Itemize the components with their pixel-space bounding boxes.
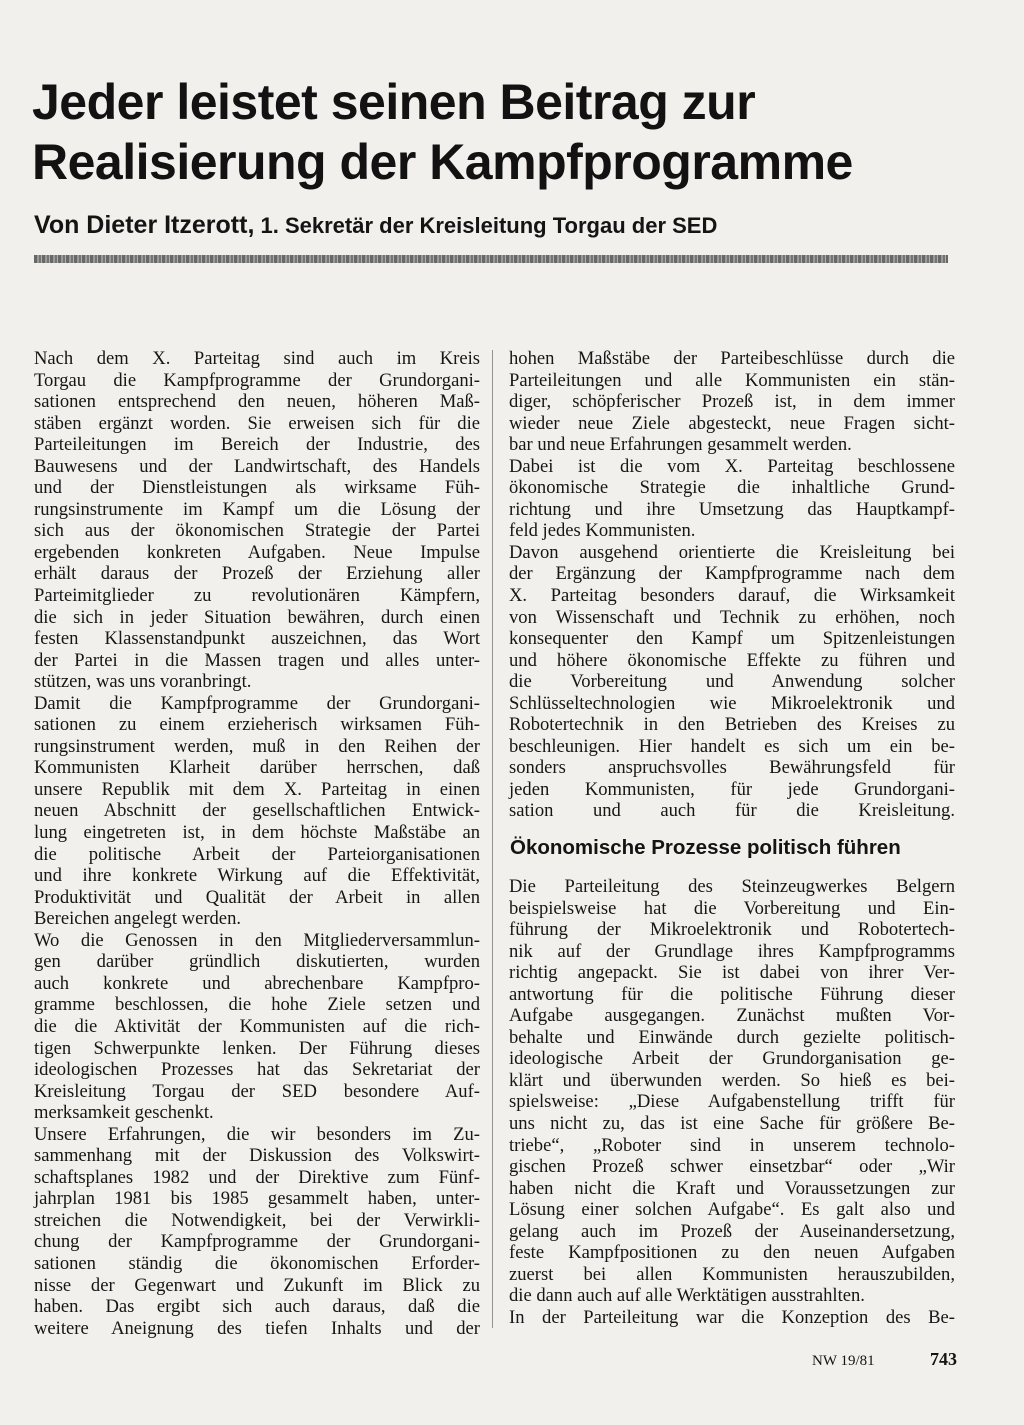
text-line: haben nicht die Kraft und Voraussetzungen zur: [509, 1177, 955, 1199]
text-line: Parteileitungen und alle Kommunisten ein stän-: [509, 369, 955, 391]
text-line: sonders anspruchsvolles Bewährungsfeld für: [509, 757, 955, 779]
text-line: Lösung einer solchen Aufgabe“. Es galt also und: [509, 1199, 955, 1221]
text-line: Die Parteileitung des Steinzeugwerkes Belgern: [509, 876, 955, 897]
text-line: und ihre konkrete Wirkung auf die Effektivität,: [34, 865, 480, 887]
header-rule: [34, 255, 948, 263]
text-line: beschleunigen. Hier handelt es sich um ein be-: [509, 735, 955, 757]
text-line: konsequenter den Kampf um Spitzenleistungen: [509, 628, 955, 650]
right-column-top: [509, 348, 955, 822]
text-line: gramme beschlossen, die hohe Ziele setzen und: [34, 994, 480, 1016]
page-number: 743: [930, 1349, 957, 1369]
text-line: Wo die Genossen in den Mitgliederversammlun-: [34, 929, 480, 951]
text-line: führung der Mikroelektronik und Robotertech-: [509, 919, 955, 941]
text-line: Parteileitungen im Bereich der Industrie, des: [34, 434, 480, 456]
text-line: Bereichen angelegt werden.: [34, 908, 242, 930]
text-line: streichen die Notwendigkeit, bei der Verwirkli-: [34, 1209, 480, 1231]
text-line: gelang auch im Prozeß der Auseinandersetzung,: [509, 1220, 955, 1242]
text-line: richtung und ihre Umsetzung das Hauptkampf-: [509, 498, 955, 520]
text-line: X. Parteitag besonders darauf, die Wirksamkeit: [509, 585, 955, 607]
text-line: jeden Kommunisten, für jede Grundorgani-: [509, 778, 955, 800]
text-line: der Partei in die Massen tragen und alles unter-: [34, 649, 480, 671]
text-line: und der Dienstleistungen als wirksame Füh-: [34, 477, 480, 499]
text-line: die Vorbereitung und Anwendung solcher: [509, 671, 955, 693]
text-line: triebe“, „Roboter sind in unserem technolo-: [509, 1134, 955, 1156]
text-line: Aufgabe ausgegangen. Zunächst mußten Vor-: [509, 1005, 955, 1027]
title-line: Jeder leistet seinen Beitrag zur: [32, 74, 756, 130]
text-line: nisse der Gegenwart und Zukunft im Blick zu: [34, 1274, 480, 1296]
text-line: feld jedes Kommunisten.: [509, 520, 696, 542]
text-line: Robotertechnik in den Betrieben des Kreises zu: [509, 714, 955, 736]
text-line: Bauwesens und der Landwirtschaft, des Handels: [34, 455, 480, 477]
right-column-bottom: [509, 876, 955, 1328]
text-line: richtig angepackt. Sie ist dabei von ihrer Ver-: [509, 962, 955, 984]
text-line: In der Parteileitung war die Konzeption des Be-: [509, 1306, 955, 1328]
text-line: erhält daraus der Prozeß der Erziehung aller: [34, 563, 480, 585]
text-line: gen darüber gründlich diskutierten, wurden: [34, 951, 480, 973]
text-line: weitere Aneignung des tiefen Inhalts und der: [34, 1317, 480, 1339]
text-line: die sich in jeder Situation bewähren, durch einen: [34, 606, 480, 628]
text-line: spielsweise: „Diese Aufgabenstellung trifft für: [509, 1091, 955, 1113]
text-line: ideologische Arbeit der Grundorganisation ge-: [509, 1048, 955, 1070]
title-line: Realisierung der Kampfprogramme: [32, 134, 853, 190]
text-line: ideologischen Prozesses hat das Sekretariat der: [34, 1059, 480, 1081]
text-line: Parteimitglieder zu revolutionären Kämpfern,: [34, 585, 480, 607]
text-line: beispielsweise hat die Vorbereitung und Ein-: [509, 897, 955, 919]
text-line: Kreisleitung Torgau der SED besondere Auf-: [34, 1080, 480, 1102]
text-line: sationen zu einem erzieherisch wirksamen Füh-: [34, 714, 480, 736]
text-line: der Ergänzung der Kampfprogramme nach dem: [509, 563, 955, 585]
subheading: Ökonomische Prozesse politisch führen: [510, 836, 901, 859]
text-line: Torgau die Kampfprogramme der Grundorgani-: [34, 369, 480, 391]
column-divider: [492, 350, 493, 1328]
article-title: [32, 72, 992, 192]
text-line: gischen Prozeß schwer einsetzbar“ oder „Wir: [509, 1156, 955, 1178]
text-line: ergebenden konkreten Aufgaben. Neue Impulse: [34, 541, 480, 563]
text-line: unsere Republik mit dem X. Parteitag in einen: [34, 778, 480, 800]
text-line: antwortung für die politische Führung dieser: [509, 983, 955, 1005]
text-line: merksamkeit geschenkt.: [34, 1102, 214, 1124]
text-line: rungsinstrument werden, muß in den Reihen der: [34, 735, 480, 757]
byline-author: Von Dieter Itzerott,: [34, 211, 255, 239]
text-line: ökonomische Strategie die inhaltliche Grund-: [509, 477, 955, 499]
text-line: Davon ausgehend orientierte die Kreisleitung bei: [509, 541, 955, 563]
byline: [34, 210, 994, 241]
text-line: klärt und überwunden werden. So hieß es bei-: [509, 1069, 955, 1091]
text-line: bar und neue Erfahrungen gesammelt werden.: [509, 434, 852, 456]
text-line: sich aus der ökonomischen Strategie der Partei: [34, 520, 480, 542]
text-line: rungsinstrumente im Kampf um die Lösung der: [34, 498, 480, 520]
byline-role: 1. Sekretär der Kreisleitung Torgau der SED: [254, 213, 718, 238]
text-line: sationen entsprechend den neuen, höheren Maß-: [34, 391, 480, 413]
text-line: lung eingetreten ist, in dem höchste Maßstäbe an: [34, 822, 480, 844]
text-line: sationen ständig die ökonomischen Erforder-: [34, 1252, 480, 1274]
text-line: Dabei ist die vom X. Parteitag beschlossene: [509, 455, 955, 477]
left-column: [34, 348, 480, 1339]
text-line: chung der Kampfprogramme der Grundorgani-: [34, 1231, 480, 1253]
text-line: und höhere ökonomische Effekte zu führen und: [509, 649, 955, 671]
text-line: hohen Maßstäbe der Parteibeschlüsse durch die: [509, 348, 955, 369]
text-line: sammenhang mit der Diskussion des Volkswirt-: [34, 1145, 480, 1167]
text-line: die dann auch auf alle Werktätigen ausstrahlten.: [509, 1285, 865, 1307]
text-line: uns nicht zu, das ist eine Sache für größere Be-: [509, 1113, 955, 1135]
text-line: Damit die Kampfprogramme der Grundorgani-: [34, 692, 480, 714]
text-line: von Wissenschaft und Technik zu erhöhen, noch: [509, 606, 955, 628]
text-line: behalte und Einwände durch gezielte politisch-: [509, 1026, 955, 1048]
text-line: zuerst bei allen Kommunisten herauszubilden,: [509, 1263, 955, 1285]
text-line: stützen, was uns voranbringt.: [34, 671, 252, 693]
text-line: diger, schöpferischer Prozeß ist, in dem immer: [509, 391, 955, 413]
issue-label: NW 19/81: [812, 1353, 875, 1369]
text-line: stäben ergänzt worden. Sie erweisen sich für die: [34, 412, 480, 434]
text-line: Produktivität und Qualität der Arbeit in allen: [34, 886, 480, 908]
text-line: sation und auch für die Kreisleitung.: [509, 800, 955, 822]
text-line: auch konkrete und abrechenbare Kampfpro-: [34, 972, 480, 994]
text-line: wieder neue Ziele abgesteckt, neue Fragen sicht-: [509, 412, 955, 434]
text-line: jahrplan 1981 bis 1985 gesammelt haben, unter-: [34, 1188, 480, 1210]
text-line: neuen Abschnitt der gesellschaftlichen Entwick-: [34, 800, 480, 822]
text-line: schaftsplanes 1982 und der Direktive zum Fünf-: [34, 1166, 480, 1188]
text-line: Unsere Erfahrungen, die wir besonders im Zu-: [34, 1123, 480, 1145]
text-line: Kommunisten Klarheit darüber herrschen, daß: [34, 757, 480, 779]
text-line: tigen Schwerpunkte lenken. Der Führung dieses: [34, 1037, 480, 1059]
text-line: Nach dem X. Parteitag sind auch im Kreis: [34, 348, 480, 369]
text-line: die die Aktivität der Kommunisten auf die rich-: [34, 1015, 480, 1037]
text-line: nik auf der Grundlage ihres Kampfprogramms: [509, 940, 955, 962]
text-line: die politische Arbeit der Parteiorganisationen: [34, 843, 480, 865]
text-line: haben. Das ergibt sich auch daraus, daß die: [34, 1296, 480, 1318]
text-line: feste Kampfpositionen zu den neuen Aufgaben: [509, 1242, 955, 1264]
text-line: Schlüsseltechnologien wie Mikroelektronik und: [509, 692, 955, 714]
text-line: festen Klassenstandpunkt auszeichnen, das Wort: [34, 628, 480, 650]
